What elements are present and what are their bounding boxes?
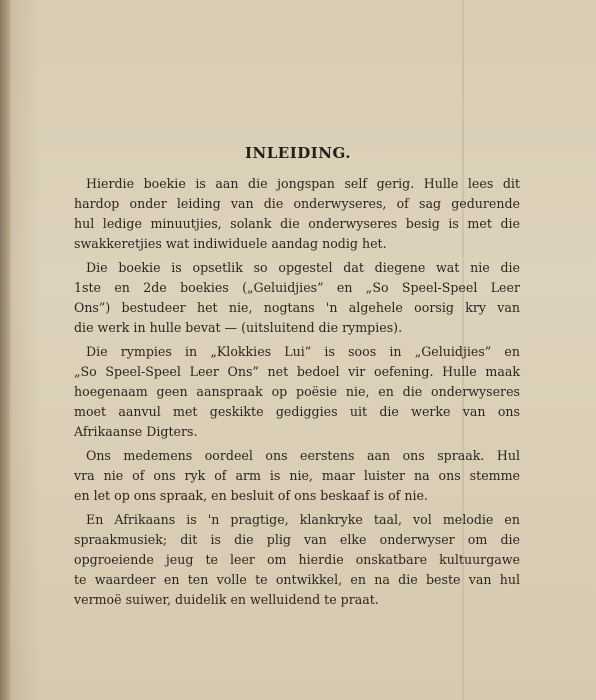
paragraph <box>74 510 520 610</box>
text-line: die werk in hulle bevat — (uitsluitend die rympies). <box>74 320 403 335</box>
paragraph <box>74 446 520 506</box>
text-line: Ons”) bestudeer het nie, nogtans 'n algehele oorsig kry van <box>74 300 520 315</box>
paragraph <box>74 174 520 254</box>
text-line: Hierdie boekie is aan die jongspan self gerig. Hulle lees dit <box>86 176 520 191</box>
text-line: vra nie of ons ryk of arm is nie, maar luister na ons stemme <box>74 468 520 483</box>
text-line: spraakmusiek; dit is die plig van elke onderwyser om die <box>74 532 520 547</box>
body-text <box>74 174 520 614</box>
text-line: „So Speel-Speel Leer Ons” net bedoel vir oefening. Hulle maak <box>74 364 520 379</box>
text-line: te waardeer en ten volle te ontwikkel, en na die beste van hul <box>74 572 520 587</box>
text-line: 1ste en 2de boekies („Geluidjies” en „So Speel-Speel Leer <box>74 280 520 295</box>
text-line: Die rympies in „Klokkies Lui” is soos in „Geluidjies” en <box>86 344 520 359</box>
text-line: hardop onder leiding van die onderwyseres, of sag gedurende <box>74 196 520 211</box>
page-edge-shadow <box>0 0 10 700</box>
paragraph <box>74 258 520 338</box>
text-line: moet aanvul met geskikte gediggies uit die werke van ons <box>74 404 520 419</box>
text-line: Afrikaanse Digters. <box>74 424 198 439</box>
text-line: En Afrikaans is 'n pragtige, klankryke taal, vol melodie en <box>86 512 520 527</box>
text-line: hoegenaam geen aanspraak op poësie nie, en die onderwyseres <box>74 384 520 399</box>
text-line: hul ledige minuutjies, solank die onderwyseres besig is met die <box>74 216 520 231</box>
paragraph <box>74 342 520 442</box>
text-line: opgroeiende jeug te leer om hierdie onskatbare kultuurgawe <box>74 552 520 567</box>
page-title: INLEIDING. <box>245 144 351 162</box>
text-line: en let op ons spraak, en besluit of ons beskaaf is of nie. <box>74 488 428 503</box>
text-line: swakkeretjies wat indiwiduele aandag nodig het. <box>74 236 387 251</box>
text-line: Ons medemens oordeel ons eerstens aan ons spraak. Hul <box>86 448 520 463</box>
text-line: Die boekie is opsetlik so opgestel dat diegene wat nie die <box>86 260 520 275</box>
text-line: vermoë suiwer, duidelik en welluidend te praat. <box>74 592 379 607</box>
